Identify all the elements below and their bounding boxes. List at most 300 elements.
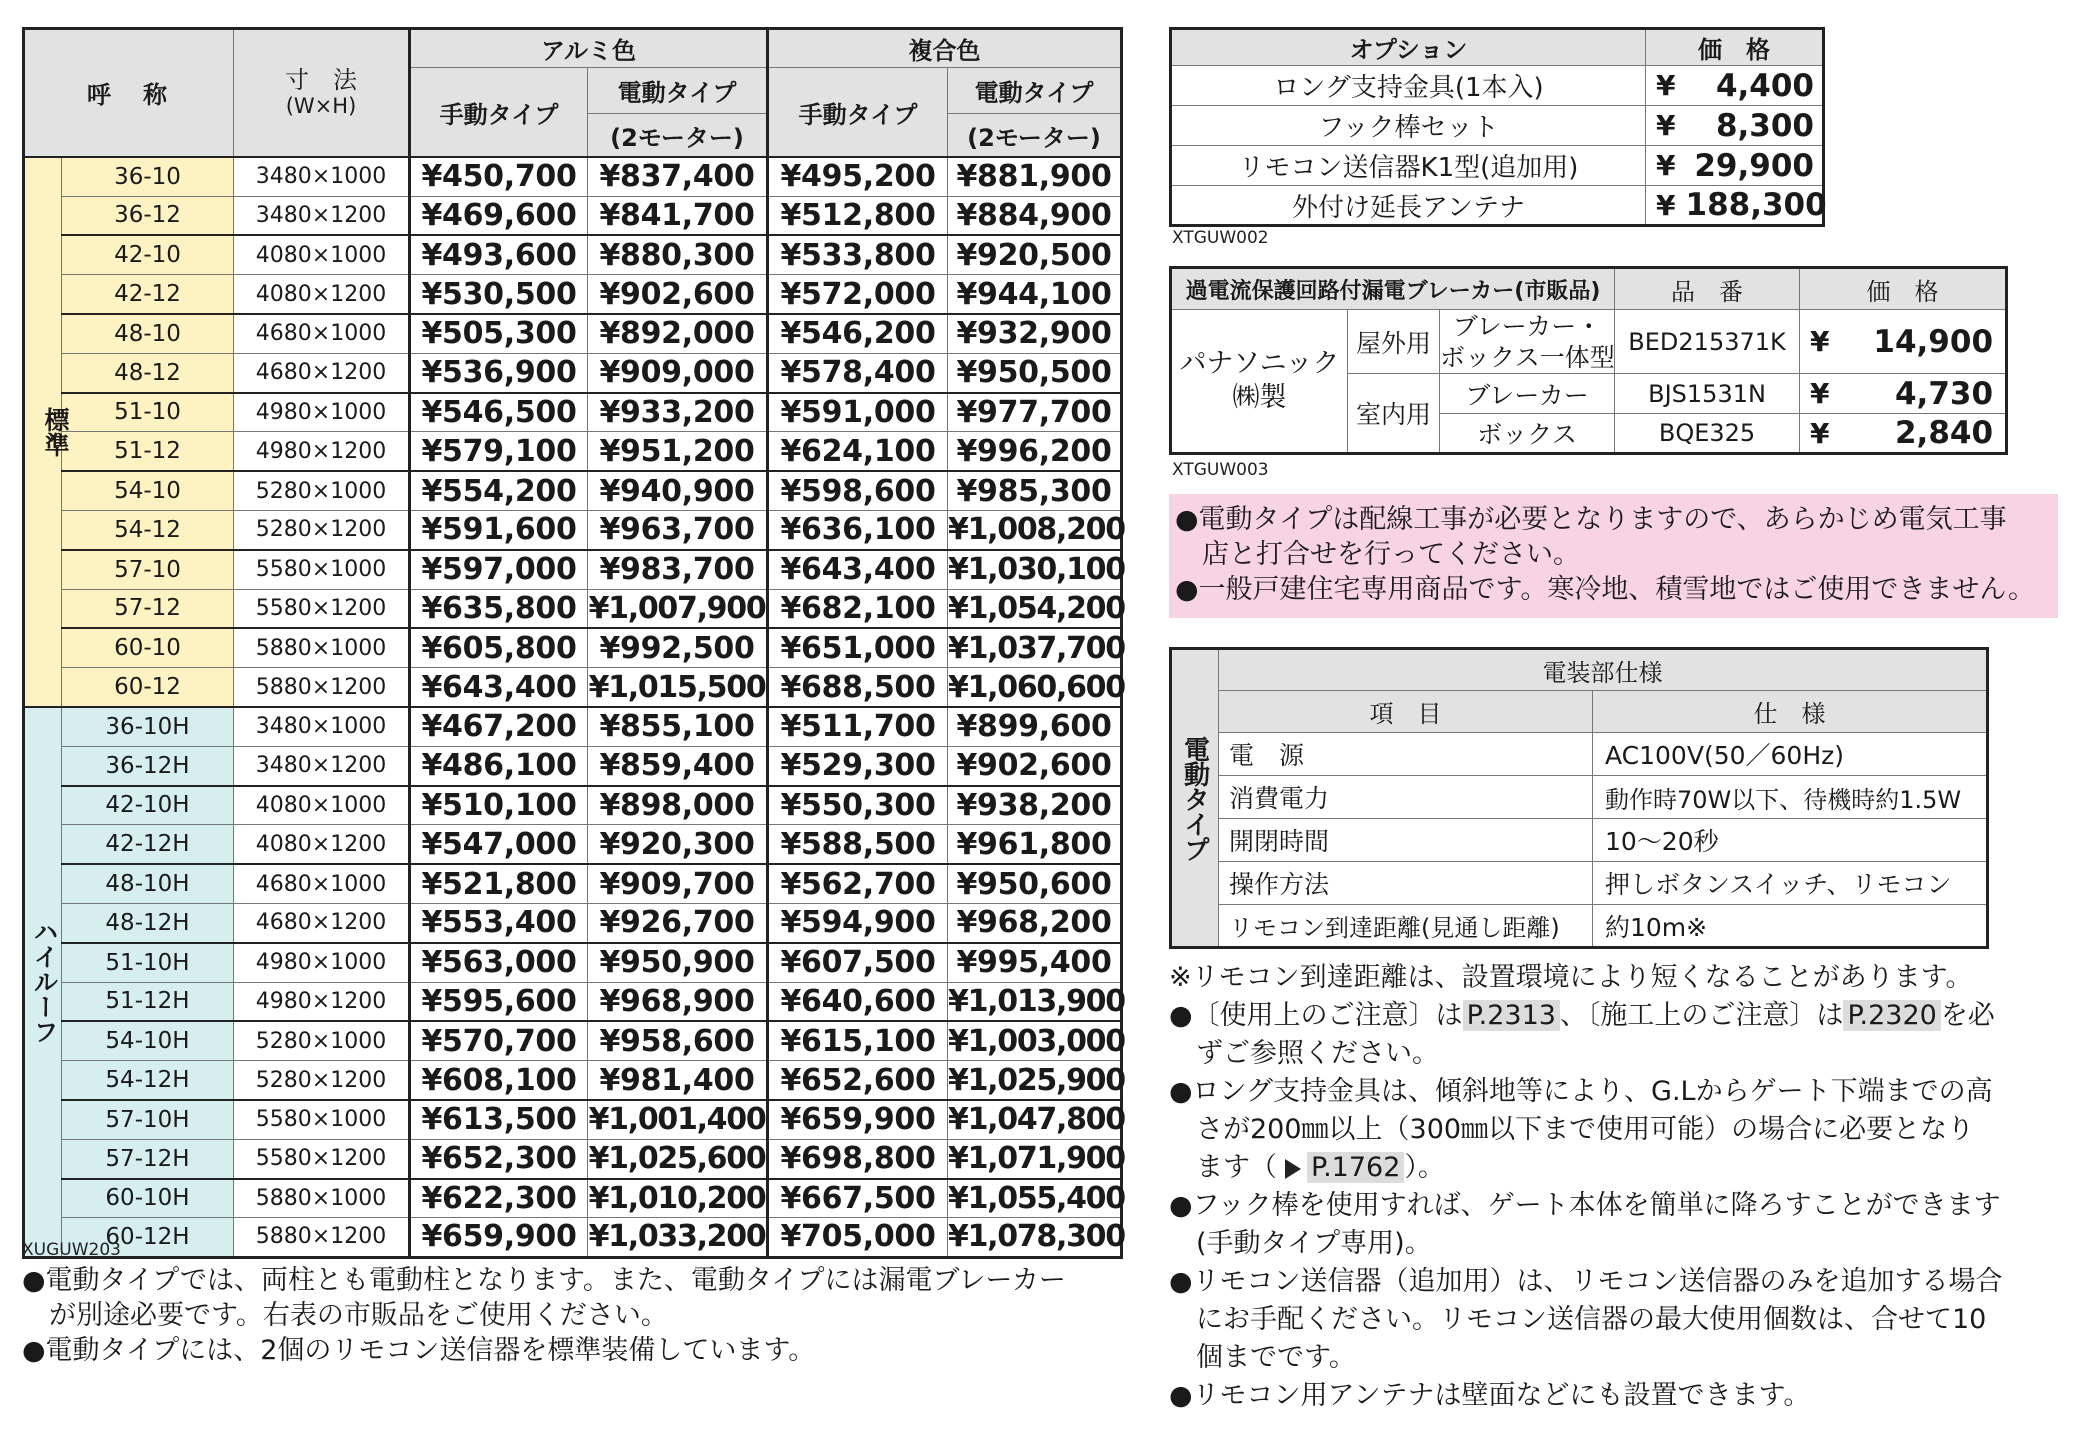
note-line: 個までです。 — [1169, 1342, 1356, 1373]
page-ref-2320[interactable]: P.2320 — [1843, 1000, 1940, 1031]
table-row — [24, 157, 1122, 196]
group-label-standard — [24, 157, 70, 707]
price-alumi-manual: ¥493,600 — [410, 235, 588, 274]
price-alumi-electric: ¥1,010,200 — [588, 1179, 768, 1218]
breaker-caption: XTGUW003 — [1172, 460, 1269, 480]
price-alumi-manual: ¥563,000 — [410, 943, 588, 982]
spec-table — [1169, 647, 1989, 949]
price-alumi-electric: ¥1,025,600 — [588, 1139, 768, 1178]
price-alumi-manual: ¥546,500 — [410, 393, 588, 432]
price-alumi-manual: ¥570,700 — [410, 1021, 588, 1060]
model-size: 5280×1200 — [234, 1061, 410, 1100]
page-ref-1762[interactable]: P.1762 — [1307, 1152, 1404, 1183]
price-fukugo-electric: ¥920,500 — [948, 235, 1122, 274]
table-row — [24, 1139, 1122, 1178]
options-table — [1169, 27, 1825, 227]
price-alumi-electric: ¥981,400 — [588, 1061, 768, 1100]
price-alumi-electric: ¥841,700 — [588, 196, 768, 235]
price-fukugo-electric: ¥1,003,000 — [948, 1021, 1122, 1060]
model-size: 4680×1200 — [234, 353, 410, 392]
option-name: フック棒セット — [1171, 106, 1646, 146]
price-alumi-electric: ¥983,700 — [588, 550, 768, 589]
table-row — [24, 510, 1122, 549]
price-alumi-electric: ¥892,000 — [588, 314, 768, 353]
price-alumi-electric: ¥1,001,400 — [588, 1100, 768, 1139]
price-fukugo-electric: ¥1,071,900 — [948, 1139, 1122, 1178]
model-size: 4980×1000 — [234, 393, 410, 432]
price-alumi-manual: ¥510,100 — [410, 786, 588, 825]
model-code: 36-12H — [62, 746, 234, 785]
price-alumi-electric: ¥1,015,500 — [588, 668, 768, 707]
header-fukugo-motor: (2モーター) — [948, 114, 1122, 157]
header-fukugo: 複合色 — [768, 29, 1122, 68]
price-alumi-electric: ¥940,900 — [588, 471, 768, 510]
price-fukugo-manual: ¥607,500 — [768, 943, 948, 982]
option-name: 外付け延長アンテナ — [1171, 186, 1646, 226]
note-line: (手動タイプ専用)。 — [1169, 1228, 1432, 1259]
price-fukugo-manual: ¥640,600 — [768, 982, 948, 1021]
price-alumi-electric: ¥859,400 — [588, 746, 768, 785]
table-row — [24, 628, 1122, 667]
table-row — [24, 943, 1122, 982]
table-row — [24, 903, 1122, 942]
price-fukugo-manual: ¥572,000 — [768, 275, 948, 314]
price-alumi-manual: ¥547,000 — [410, 825, 588, 864]
table-row — [24, 432, 1122, 471]
model-size: 4680×1000 — [234, 314, 410, 353]
header-fukugo-electric: 電動タイプ — [948, 68, 1122, 114]
table-row — [24, 864, 1122, 903]
model-code: 54-12 — [62, 510, 234, 549]
group-label-highroof — [24, 707, 62, 1257]
price-fukugo-electric: ¥977,700 — [948, 393, 1122, 432]
price-alumi-electric: ¥880,300 — [588, 235, 768, 274]
model-code: 57-12H — [62, 1139, 234, 1178]
model-code: 60-12 — [62, 668, 234, 707]
breaker-outdoor: 屋外用 — [1348, 310, 1440, 374]
price-fukugo-manual: ¥529,300 — [768, 746, 948, 785]
breaker-item: ボックス — [1440, 414, 1615, 454]
price-fukugo-electric: ¥902,600 — [948, 746, 1122, 785]
price-alumi-electric: ¥1,007,900 — [588, 589, 768, 628]
note-line: にお手配ください。リモコン送信器の最大使用個数は、合せて10 — [1169, 1304, 1987, 1335]
price-fukugo-electric: ¥1,055,400 — [948, 1179, 1122, 1218]
table-row — [24, 550, 1122, 589]
note-line: ●フック棒を使用すれば、ゲート本体を簡単に降ろすことができます — [1169, 1190, 2001, 1221]
table-row — [24, 982, 1122, 1021]
price-table — [22, 27, 1123, 1259]
model-size: 5280×1200 — [234, 510, 410, 549]
table-row — [24, 314, 1122, 353]
table-row — [24, 235, 1122, 274]
option-price: 4,400 — [1686, 66, 1824, 106]
price-fukugo-electric: ¥961,800 — [948, 825, 1122, 864]
breaker-maker — [1171, 310, 1348, 454]
table-row — [24, 589, 1122, 628]
price-alumi-manual: ¥469,600 — [410, 196, 588, 235]
model-size: 3480×1200 — [234, 196, 410, 235]
main-notes — [22, 1263, 1066, 1368]
price-alumi-manual: ¥530,500 — [410, 275, 588, 314]
breaker-header-part: 品 番 — [1615, 268, 1800, 310]
breaker-item-line: ブレーカー・ — [1452, 311, 1602, 341]
table-row — [24, 1061, 1122, 1100]
price-fukugo-electric: ¥950,600 — [948, 864, 1122, 903]
header-alumi: アルミ色 — [410, 29, 768, 68]
model-code: 60-10 — [62, 628, 234, 667]
breaker-yen: ¥ — [1800, 414, 1840, 454]
price-fukugo-electric: ¥996,200 — [948, 432, 1122, 471]
header-fukugo-manual: 手動タイプ — [768, 68, 948, 157]
option-yen: ¥ — [1646, 66, 1686, 106]
model-size: 3480×1000 — [234, 707, 410, 746]
price-fukugo-electric: ¥899,600 — [948, 707, 1122, 746]
main-note: ●電動タイプには、2個のリモコン送信器を標準装備しています。 — [22, 1335, 816, 1366]
price-alumi-electric: ¥898,000 — [588, 786, 768, 825]
model-code: 54-10H — [62, 1021, 234, 1060]
price-alumi-electric: ¥933,200 — [588, 393, 768, 432]
model-code: 36-10 — [62, 157, 234, 196]
price-fukugo-electric: ¥881,900 — [948, 157, 1122, 196]
table-row — [24, 1100, 1122, 1139]
price-alumi-electric: ¥968,900 — [588, 982, 768, 1021]
table-row — [24, 825, 1122, 864]
price-alumi-electric: ¥837,400 — [588, 157, 768, 196]
header-alumi-manual: 手動タイプ — [410, 68, 588, 157]
model-code: 42-10 — [62, 235, 234, 274]
price-alumi-manual: ¥521,800 — [410, 864, 588, 903]
table-row — [24, 1179, 1122, 1218]
model-code: 48-12 — [62, 353, 234, 392]
price-alumi-manual: ¥579,100 — [410, 432, 588, 471]
breaker-yen: ¥ — [1800, 310, 1840, 374]
note-line — [1169, 997, 2003, 1035]
note-text: ）。 — [1404, 1152, 1445, 1183]
price-fukugo-manual: ¥511,700 — [768, 707, 948, 746]
price-alumi-manual: ¥613,500 — [410, 1100, 588, 1139]
table-row — [24, 786, 1122, 825]
option-yen: ¥ — [1646, 146, 1686, 186]
price-fukugo-electric: ¥950,500 — [948, 353, 1122, 392]
price-alumi-manual: ¥450,700 — [410, 157, 588, 196]
price-alumi-electric: ¥909,700 — [588, 864, 768, 903]
breaker-part: BQE325 — [1615, 414, 1800, 454]
table-row — [24, 353, 1122, 392]
table-row — [24, 668, 1122, 707]
model-code: 51-10H — [62, 943, 234, 982]
option-yen: ¥ — [1646, 106, 1686, 146]
price-fukugo-electric: ¥884,900 — [948, 196, 1122, 235]
header-alumi-electric: 電動タイプ — [588, 68, 768, 114]
price-alumi-manual: ¥595,600 — [410, 982, 588, 1021]
model-code: 42-12 — [62, 275, 234, 314]
group-label-text: ハイルーフ — [30, 919, 59, 1045]
right-notes — [1169, 959, 2003, 1415]
price-alumi-electric: ¥958,600 — [588, 1021, 768, 1060]
note-text: ●〔使用上のご注意〕は — [1169, 1000, 1463, 1031]
spec-value: 10～20秒 — [1593, 819, 1988, 862]
price-alumi-manual: ¥608,100 — [410, 1061, 588, 1100]
option-name: ロング支持金具(1本入) — [1171, 66, 1646, 106]
group-label-text: 標準 — [41, 406, 70, 457]
main-note: ●電動タイプでは、両柱とも電動柱となります。また、電動タイプには漏電ブレーカー — [22, 1265, 1066, 1296]
price-fukugo-manual: ¥512,800 — [768, 196, 948, 235]
spec-header-spec: 仕 様 — [1593, 691, 1988, 733]
price-fukugo-electric: ¥1,013,900 — [948, 982, 1122, 1021]
price-fukugo-electric: ¥968,200 — [948, 903, 1122, 942]
model-size: 4080×1200 — [234, 825, 410, 864]
table-row — [24, 393, 1122, 432]
spec-item: 消費電力 — [1219, 776, 1593, 819]
option-name: リモコン送信器K1型(追加用) — [1171, 146, 1646, 186]
model-size: 4980×1200 — [234, 982, 410, 1021]
warning-line: ●一般戸建住宅専用商品です。寒冷地、積雪地ではご使用できません。 — [1175, 574, 2036, 605]
price-alumi-electric: ¥902,600 — [588, 275, 768, 314]
spec-item: リモコン到達距離(見通し距離) — [1219, 905, 1593, 948]
price-alumi-electric: ¥920,300 — [588, 825, 768, 864]
price-alumi-electric: ¥1,033,200 — [588, 1218, 768, 1257]
model-size: 4680×1000 — [234, 864, 410, 903]
price-fukugo-manual: ¥594,900 — [768, 903, 948, 942]
note-line — [1169, 1149, 2003, 1187]
price-alumi-electric: ¥926,700 — [588, 903, 768, 942]
table-row — [24, 1218, 1122, 1257]
model-size: 5880×1200 — [234, 668, 410, 707]
price-fukugo-manual: ¥643,400 — [768, 550, 948, 589]
price-alumi-manual: ¥486,100 — [410, 746, 588, 785]
spec-item: 開閉時間 — [1219, 819, 1593, 862]
spec-header-item: 項 目 — [1219, 691, 1593, 733]
page-ref-2313[interactable]: P.2313 — [1463, 1000, 1560, 1031]
price-fukugo-electric: ¥1,078,300 — [948, 1218, 1122, 1257]
main-note: が別途必要です。右表の市販品をご使用ください。 — [22, 1300, 668, 1331]
note-text: 、〔施工上のご注意〕は — [1559, 1000, 1844, 1031]
price-fukugo-electric: ¥1,037,700 — [948, 628, 1122, 667]
header-name: 呼 称 — [24, 29, 234, 157]
price-alumi-manual: ¥659,900 — [410, 1218, 588, 1257]
price-alumi-manual: ¥643,400 — [410, 668, 588, 707]
model-size: 4080×1000 — [234, 235, 410, 274]
price-fukugo-electric: ¥938,200 — [948, 786, 1122, 825]
table-row — [24, 275, 1122, 314]
breaker-item: ブレーカー — [1440, 374, 1615, 414]
main-table-caption: XUGUW203 — [22, 1240, 121, 1260]
model-size: 5880×1000 — [234, 1179, 410, 1218]
note-text: ます（ — [1169, 1152, 1277, 1183]
model-code: 60-12H — [62, 1218, 234, 1257]
price-fukugo-manual: ¥533,800 — [768, 235, 948, 274]
price-alumi-manual: ¥553,400 — [410, 903, 588, 942]
table-row — [24, 471, 1122, 510]
price-fukugo-manual: ¥546,200 — [768, 314, 948, 353]
price-fukugo-electric: ¥1,060,600 — [948, 668, 1122, 707]
breaker-maker-name: パナソニック — [1179, 348, 1340, 379]
price-fukugo-electric: ¥1,047,800 — [948, 1100, 1122, 1139]
model-size: 5580×1200 — [234, 589, 410, 628]
note-line: さが200㎜以上（300㎜以下まで使用可能）の場合に必要となり — [1169, 1114, 1975, 1145]
header-alumi-motor: (2モーター) — [588, 114, 768, 157]
model-size: 4980×1200 — [234, 432, 410, 471]
note-text: を必 — [1940, 1000, 1995, 1031]
model-size: 5280×1000 — [234, 1021, 410, 1060]
price-fukugo-manual: ¥651,000 — [768, 628, 948, 667]
spec-value: AC100V(50／60Hz) — [1593, 733, 1988, 776]
options-header-price: 価 格 — [1646, 29, 1824, 66]
note-line: ※リモコン到達距離は、設置環境により短くなることがあります。 — [1169, 962, 1973, 993]
price-fukugo-manual: ¥588,500 — [768, 825, 948, 864]
price-fukugo-manual: ¥667,500 — [768, 1179, 948, 1218]
price-alumi-manual: ¥652,300 — [410, 1139, 588, 1178]
warning-line: ●電動タイプは配線工事が必要となりますので、あらかじめ電気工事 — [1175, 504, 2007, 535]
model-size: 5880×1200 — [234, 1218, 410, 1257]
price-fukugo-electric: ¥1,025,900 — [948, 1061, 1122, 1100]
breaker-table — [1169, 266, 2008, 455]
price-alumi-manual: ¥605,800 — [410, 628, 588, 667]
price-alumi-electric: ¥951,200 — [588, 432, 768, 471]
price-fukugo-manual: ¥615,100 — [768, 1021, 948, 1060]
table-row — [24, 707, 1122, 746]
model-code: 60-10H — [62, 1179, 234, 1218]
model-size: 3480×1200 — [234, 746, 410, 785]
price-alumi-manual: ¥554,200 — [410, 471, 588, 510]
model-size: 5280×1000 — [234, 471, 410, 510]
price-fukugo-manual: ¥688,500 — [768, 668, 948, 707]
note-line: ずご参照ください。 — [1169, 1038, 1439, 1069]
spec-value: 押しボタンスイッチ、リモコン — [1593, 862, 1988, 905]
price-fukugo-electric: ¥932,900 — [948, 314, 1122, 353]
model-code: 51-12H — [62, 982, 234, 1021]
model-code: 54-12H — [62, 1061, 234, 1100]
header-size — [234, 29, 410, 157]
table-row — [24, 746, 1122, 785]
table-row — [24, 196, 1122, 235]
model-size: 4980×1000 — [234, 943, 410, 982]
note-line: ●リモコン送信器（追加用）は、リモコン送信器のみを追加する場合 — [1169, 1266, 2003, 1297]
price-fukugo-manual: ¥495,200 — [768, 157, 948, 196]
model-code: 51-12 — [62, 432, 234, 471]
spec-title: 電装部仕様 — [1219, 649, 1988, 691]
spec-side-label — [1171, 649, 1219, 948]
price-fukugo-manual: ¥705,000 — [768, 1218, 948, 1257]
price-fukugo-manual: ¥624,100 — [768, 432, 948, 471]
price-alumi-electric: ¥909,000 — [588, 353, 768, 392]
price-fukugo-manual: ¥591,000 — [768, 393, 948, 432]
breaker-price: 2,840 — [1840, 414, 2007, 454]
breaker-price: 14,900 — [1840, 310, 2007, 374]
price-fukugo-electric: ¥1,030,100 — [948, 550, 1122, 589]
price-alumi-manual: ¥591,600 — [410, 510, 588, 549]
model-code: 54-10 — [62, 471, 234, 510]
breaker-item — [1440, 310, 1615, 374]
price-fukugo-manual: ¥636,100 — [768, 510, 948, 549]
spec-value: 約10m※ — [1593, 905, 1988, 948]
option-price: 8,300 — [1686, 106, 1824, 146]
model-code: 57-10 — [62, 550, 234, 589]
price-alumi-manual: ¥505,300 — [410, 314, 588, 353]
header-size-sub: (W×H) — [285, 93, 357, 118]
model-code: 48-10 — [62, 314, 234, 353]
price-fukugo-manual: ¥659,900 — [768, 1100, 948, 1139]
price-fukugo-electric: ¥985,300 — [948, 471, 1122, 510]
price-fukugo-manual: ¥598,600 — [768, 471, 948, 510]
spec-value: 動作時70W以下、待機時約1.5W — [1593, 776, 1988, 819]
option-yen: ¥ — [1646, 186, 1686, 226]
model-size: 5580×1000 — [234, 1100, 410, 1139]
price-table-body — [24, 157, 1125, 1257]
price-alumi-manual: ¥635,800 — [410, 589, 588, 628]
breaker-part: BED215371K — [1615, 310, 1800, 374]
breaker-maker-suffix: ㈱製 — [1232, 382, 1287, 413]
options-caption: XTGUW002 — [1172, 228, 1269, 248]
price-alumi-manual: ¥536,900 — [410, 353, 588, 392]
breaker-price: 4,730 — [1840, 374, 2007, 414]
breaker-yen: ¥ — [1800, 374, 1840, 414]
model-code: 48-12H — [62, 903, 234, 942]
breaker-indoor: 室内用 — [1348, 374, 1440, 454]
price-alumi-electric: ¥855,100 — [588, 707, 768, 746]
model-size: 5880×1000 — [234, 628, 410, 667]
model-size: 4080×1000 — [234, 786, 410, 825]
breaker-part: BJS1531N — [1615, 374, 1800, 414]
option-price: 29,900 — [1686, 146, 1824, 186]
price-alumi-electric: ¥992,500 — [588, 628, 768, 667]
option-price: 188,300 — [1686, 186, 1824, 226]
spec-item: 電 源 — [1219, 733, 1593, 776]
price-fukugo-manual: ¥682,100 — [768, 589, 948, 628]
price-alumi-electric: ¥950,900 — [588, 943, 768, 982]
table-row — [24, 1021, 1122, 1060]
model-size: 5580×1000 — [234, 550, 410, 589]
model-code: 57-10H — [62, 1100, 234, 1139]
model-code: 36-12 — [62, 196, 234, 235]
model-code: 42-10H — [62, 786, 234, 825]
model-code: 48-10H — [62, 864, 234, 903]
price-alumi-electric: ¥963,700 — [588, 510, 768, 549]
model-code: 36-10H — [62, 707, 234, 746]
model-code: 51-10 — [62, 393, 234, 432]
price-fukugo-manual: ¥562,700 — [768, 864, 948, 903]
price-fukugo-electric: ¥1,054,200 — [948, 589, 1122, 628]
price-fukugo-manual: ¥578,400 — [768, 353, 948, 392]
price-fukugo-electric: ¥944,100 — [948, 275, 1122, 314]
price-fukugo-manual: ¥550,300 — [768, 786, 948, 825]
price-fukugo-manual: ¥698,800 — [768, 1139, 948, 1178]
header-size-label: 寸 法 — [285, 65, 357, 94]
breaker-header-price: 価 格 — [1800, 268, 2007, 310]
model-size: 5580×1200 — [234, 1139, 410, 1178]
price-fukugo-electric: ¥1,008,200 — [948, 510, 1122, 549]
warning-line: 店と打合せを行ってください。 — [1175, 539, 1580, 570]
spec-side-text: 電動タイプ — [1179, 735, 1210, 861]
options-header-name: オプション — [1171, 29, 1646, 66]
warning-box — [1169, 494, 2058, 618]
arrow-right-icon — [1285, 1159, 1301, 1179]
price-alumi-manual: ¥622,300 — [410, 1179, 588, 1218]
breaker-header-name: 過電流保護回路付漏電ブレーカー(市販品) — [1171, 268, 1615, 310]
price-alumi-manual: ¥597,000 — [410, 550, 588, 589]
note-line: ●リモコン用アンテナは壁面などにも設置できます。 — [1169, 1380, 1811, 1411]
model-code: 57-12 — [62, 589, 234, 628]
model-size: 4080×1200 — [234, 275, 410, 314]
model-size: 4680×1200 — [234, 903, 410, 942]
model-size: 3480×1000 — [234, 157, 410, 196]
note-line: ●ロング支持金具は、傾斜地等により、G.Lからゲート下端までの高 — [1169, 1076, 1993, 1107]
price-alumi-manual: ¥467,200 — [410, 707, 588, 746]
model-code: 42-12H — [62, 825, 234, 864]
price-fukugo-manual: ¥652,600 — [768, 1061, 948, 1100]
price-fukugo-electric: ¥995,400 — [948, 943, 1122, 982]
spec-item: 操作方法 — [1219, 862, 1593, 905]
